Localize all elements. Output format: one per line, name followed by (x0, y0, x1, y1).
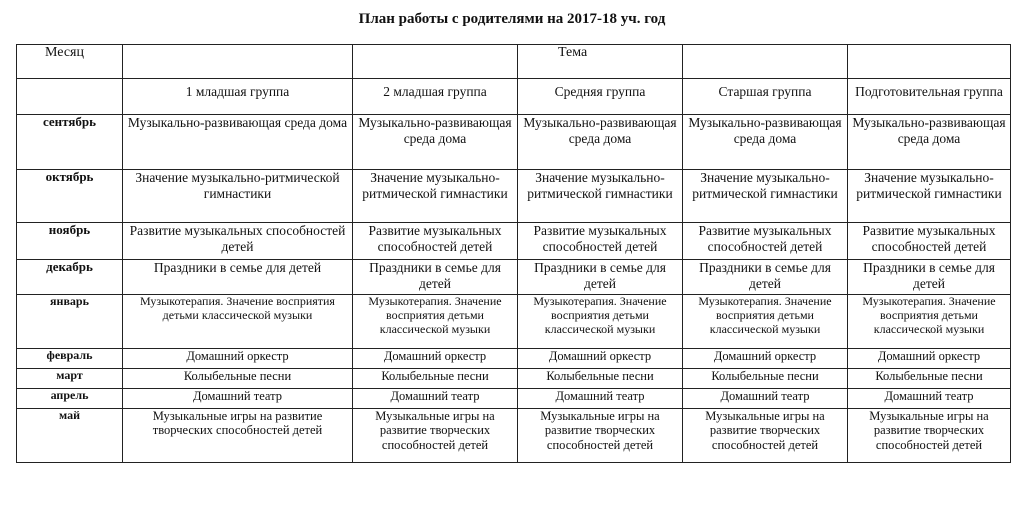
topic-cell: Музыкотерапия. Значение восприятия детьми классической музыки (353, 295, 518, 349)
group-header-4: Старшая группа (683, 79, 848, 115)
table-row (17, 115, 1011, 170)
topic-cell: Праздники в семье для детей (353, 260, 518, 295)
topic-cell: Музыкальные игры на развитие творческих способностей детей (353, 409, 518, 463)
topic-cell: Домашний оркестр (353, 349, 518, 369)
topic-cell: Домашний оркестр (848, 349, 1011, 369)
topic-cell: Праздники в семье для детей (518, 260, 683, 295)
header-row-groups (17, 79, 1011, 115)
month-cell: январь (17, 295, 123, 349)
topic-cell: Праздники в семье для детей (123, 260, 353, 295)
header-row-theme (17, 45, 1011, 79)
topic-cell: Музыкально-развивающая среда дома (683, 115, 848, 170)
topic-cell: Колыбельные песни (848, 369, 1011, 389)
topic-cell: Колыбельные песни (353, 369, 518, 389)
month-cell: май (17, 409, 123, 463)
topic-cell: Домашний театр (518, 389, 683, 409)
topic-cell: Колыбельные песни (518, 369, 683, 389)
theme-column-header: Тема (518, 45, 683, 79)
topic-cell: Значение музыкально-ритмической гимнастики (848, 170, 1011, 223)
theme-header-spacer (683, 45, 848, 79)
table-row (17, 223, 1011, 260)
topic-cell: Домашний театр (848, 389, 1011, 409)
topic-cell: Музыкальные игры на развитие творческих способностей детей (123, 409, 353, 463)
month-header-spacer (17, 79, 123, 115)
topic-cell: Значение музыкально-ритмической гимнастики (123, 170, 353, 223)
group-header-3: Средняя группа (518, 79, 683, 115)
group-header-2: 2 младшая группа (353, 79, 518, 115)
topic-cell: Музыкально-развивающая среда дома (848, 115, 1011, 170)
month-cell: октябрь (17, 170, 123, 223)
topic-cell: Музыкально-развивающая среда дома (353, 115, 518, 170)
topic-cell: Развитие музыкальных способностей детей (518, 223, 683, 260)
topic-cell: Музыкотерапия. Значение восприятия детьми классической музыки (518, 295, 683, 349)
table-row (17, 409, 1011, 463)
topic-cell: Музыкотерапия. Значение восприятия детьми классической музыки (848, 295, 1011, 349)
month-cell: декабрь (17, 260, 123, 295)
topic-cell: Развитие музыкальных способностей детей (123, 223, 353, 260)
topic-cell: Колыбельные песни (123, 369, 353, 389)
topic-cell: Музыкально-развивающая среда дома (123, 115, 353, 170)
group-header-1: 1 младшая группа (123, 79, 353, 115)
plan-table (16, 44, 1011, 463)
month-cell: март (17, 369, 123, 389)
theme-header-spacer (353, 45, 518, 79)
table-row (17, 369, 1011, 389)
topic-cell: Музыкально-развивающая среда дома (518, 115, 683, 170)
month-cell: февраль (17, 349, 123, 369)
topic-cell: Музыкальные игры на развитие творческих способностей детей (683, 409, 848, 463)
topic-cell: Музыкальные игры на развитие творческих способностей детей (848, 409, 1011, 463)
table-row (17, 349, 1011, 369)
table-row (17, 389, 1011, 409)
topic-cell: Домашний театр (683, 389, 848, 409)
topic-cell: Домашний оркестр (123, 349, 353, 369)
table-row (17, 170, 1011, 223)
month-column-header: Месяц (17, 45, 123, 79)
topic-cell: Праздники в семье для детей (848, 260, 1011, 295)
topic-cell: Развитие музыкальных способностей детей (848, 223, 1011, 260)
month-cell: сентябрь (17, 115, 123, 170)
topic-cell: Значение музыкально-ритмической гимнастики (353, 170, 518, 223)
topic-cell: Колыбельные песни (683, 369, 848, 389)
topic-cell: Домашний театр (123, 389, 353, 409)
topic-cell: Праздники в семье для детей (683, 260, 848, 295)
topic-cell: Музыкотерапия. Значение восприятия детьми классической музыки (123, 295, 353, 349)
topic-cell: Домашний оркестр (683, 349, 848, 369)
topic-cell: Домашний оркестр (518, 349, 683, 369)
theme-header-spacer (848, 45, 1011, 79)
topic-cell: Значение музыкально-ритмической гимнастики (683, 170, 848, 223)
group-header-5: Подготовительная группа (848, 79, 1011, 115)
topic-cell: Развитие музыкальных способностей детей (353, 223, 518, 260)
topic-cell: Музыкальные игры на развитие творческих способностей детей (518, 409, 683, 463)
topic-cell: Развитие музыкальных способностей детей (683, 223, 848, 260)
page-title: План работы с родителями на 2017-18 уч. год (358, 11, 666, 27)
table-row (17, 295, 1011, 349)
theme-header-spacer (123, 45, 353, 79)
month-cell: ноябрь (17, 223, 123, 260)
table-row (17, 260, 1011, 295)
topic-cell: Домашний театр (353, 389, 518, 409)
topic-cell: Значение музыкально-ритмической гимнастики (518, 170, 683, 223)
topic-cell: Музыкотерапия. Значение восприятия детьми классической музыки (683, 295, 848, 349)
month-cell: апрель (17, 389, 123, 409)
